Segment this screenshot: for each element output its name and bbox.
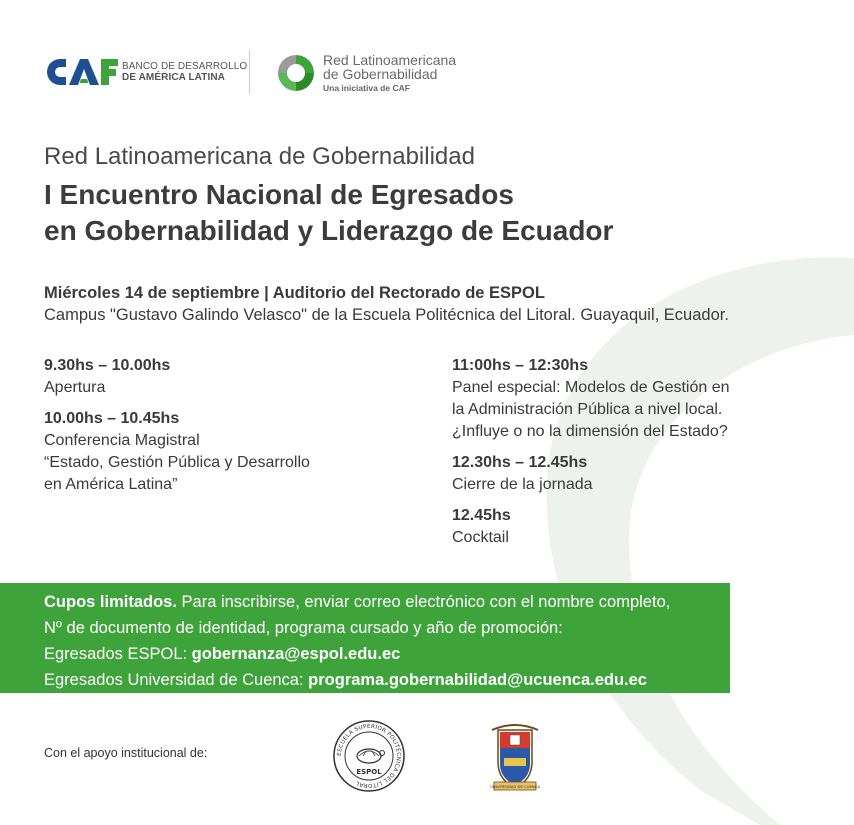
caf-logo-line2: DE AMÉRICA LATINA — [122, 72, 225, 83]
event-title-line2: en Gobernabilidad y Liderazgo de Ecuador — [44, 215, 614, 246]
event-campus: Campus "Gustavo Galindo Velasco" de la Escuela Politécnica del Litoral. Guayaquil, Ecuador. — [44, 306, 729, 324]
registration-line1 — [44, 589, 730, 615]
schedule-left-column — [44, 355, 310, 505]
espol-seal-icon — [332, 719, 406, 793]
espol-label: Egresados ESPOL: — [44, 645, 192, 663]
espol-seal-ring-text: ESCUELA SUPERIOR POLITÉCNICA DEL LITORAL — [336, 723, 402, 789]
schedule-item — [452, 452, 730, 496]
registration-band — [0, 583, 730, 693]
rlg-logo — [275, 52, 456, 94]
schedule-desc: “Estado, Gestión Pública y Desarrollo — [44, 454, 310, 471]
rlg-logo-line3: Una iniciativa de CAF — [323, 83, 410, 93]
registration-text2: Nº de documento de identidad, programa cursado y año de promoción: — [44, 619, 563, 637]
event-meta — [44, 282, 729, 326]
schedule-right-column — [452, 355, 730, 558]
caf-logo-icon — [44, 56, 118, 88]
caf-logo-line1: BANCO DE DESARROLLO — [122, 61, 248, 72]
schedule-desc: Panel especial: Modelos de Gestión en — [452, 379, 730, 396]
espol-seal-text: ESPOL — [356, 768, 382, 776]
cuenca-label: Egresados Universidad de Cuenca: — [44, 671, 309, 689]
caf-logo — [44, 56, 247, 88]
event-title-line1: I Encuentro Nacional de Egresados — [44, 179, 514, 210]
schedule-time: 10.00hs – 10.45hs — [44, 410, 180, 427]
schedule-time: 9.30hs – 10.00hs — [44, 357, 171, 374]
rlg-logo-line2: de Gobernabilidad — [323, 66, 438, 82]
schedule-desc: Cocktail — [452, 529, 509, 546]
registration-lead: Cupos limitados. — [44, 593, 177, 611]
schedule-desc: Cierre de la jornada — [452, 476, 593, 493]
schedule-time: 12.30hs – 12.45hs — [452, 454, 588, 471]
support-label: Con el apoyo institucional de: — [44, 746, 208, 760]
cuenca-seal-icon — [488, 718, 542, 796]
event-date-venue: Miércoles 14 de septiembre | Auditorio del Rectorado de ESPOL — [44, 284, 545, 302]
schedule-item — [452, 505, 730, 549]
espol-email-link[interactable]: gobernanza@espol.edu.ec — [191, 645, 401, 663]
registration-cuenca — [44, 667, 730, 693]
rlg-logo-line1: Red Latinoamericana — [323, 52, 457, 68]
schedule-item — [452, 355, 730, 443]
schedule-time: 12.45hs — [452, 507, 511, 524]
logo-divider — [249, 50, 250, 94]
schedule-desc: la Administración Pública a nivel local. — [452, 401, 723, 418]
schedule-desc: Conferencia Magistral — [44, 432, 200, 449]
schedule-item — [44, 355, 310, 399]
registration-text1: Para inscribirse, enviar correo electrónico con el nombre completo, — [176, 593, 671, 611]
cuenca-email-link[interactable]: programa.gobernabilidad@ucuenca.edu.ec — [308, 671, 647, 689]
cuenca-seal-text: UNIVERSIDAD DE CUENCA — [490, 784, 540, 789]
schedule-desc: en América Latina” — [44, 476, 178, 493]
rlg-logo-icon — [275, 52, 317, 94]
schedule-desc: Apertura — [44, 379, 106, 396]
schedule-item — [44, 408, 310, 496]
event-title — [44, 177, 613, 249]
organization-title: Red Latinoamericana de Gobernabilidad — [44, 143, 475, 170]
registration-espol — [44, 641, 730, 667]
schedule-desc: ¿Influye o no la dimensión del Estado? — [452, 423, 728, 440]
schedule-time: 11:00hs – 12:30hs — [452, 357, 589, 374]
